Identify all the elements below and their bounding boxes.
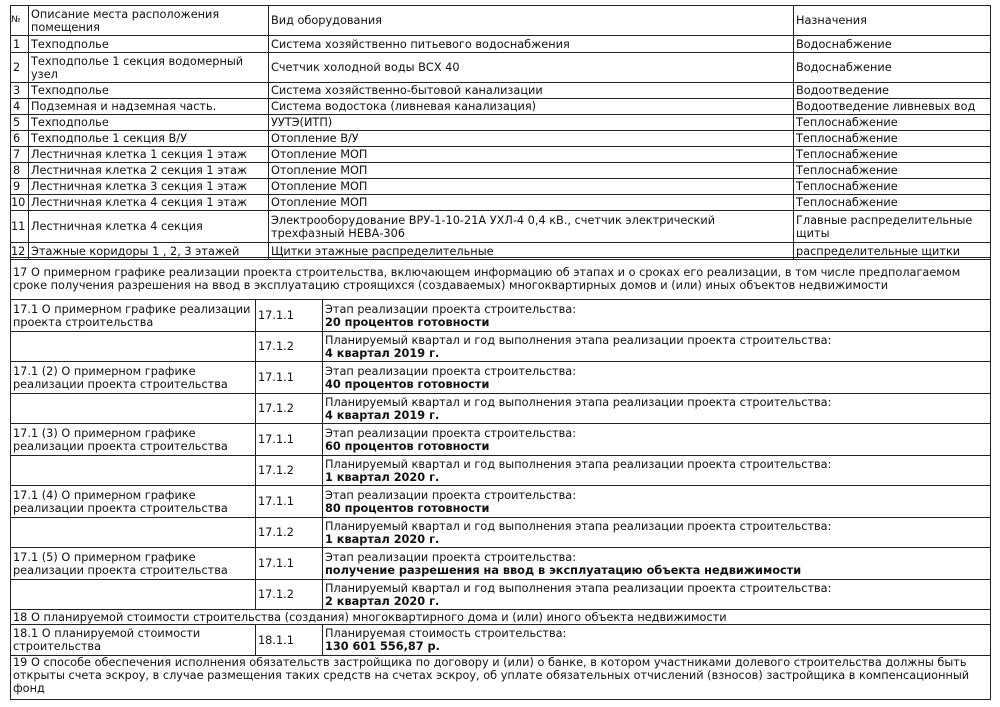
term-label: Планируемый квартал и год выполнения этапа реализации проекта строительства: bbox=[325, 395, 832, 409]
row-equipment: Система хозяйственно питьевого водоснабжения bbox=[269, 36, 794, 53]
stage-group-label: 17.1 (4) О примерном графике реализации проекта строительства bbox=[11, 486, 256, 518]
empty-cell bbox=[11, 580, 256, 610]
empty-cell bbox=[11, 394, 256, 424]
stage-cell bbox=[323, 486, 991, 518]
table-row bbox=[11, 53, 991, 83]
row-place: Техподполье 1 секция В/У bbox=[29, 131, 269, 147]
row-equipment: Отопление МОП bbox=[269, 147, 794, 163]
term-cell bbox=[323, 394, 991, 424]
row-place: Лестничная клетка 4 секция 1 этаж bbox=[29, 195, 269, 211]
row-number: 5 bbox=[11, 115, 29, 131]
term-label: Планируемый квартал и год выполнения этапа реализации проекта строительства: bbox=[325, 457, 832, 471]
stage-group-label: 17.1 (2) О примерном графике реализации проекта строительства bbox=[11, 362, 256, 394]
stage-row bbox=[11, 548, 991, 580]
row-number: 10 bbox=[11, 195, 29, 211]
term-value: 1 квартал 2020 г. bbox=[325, 532, 440, 546]
term-code: 17.1.2 bbox=[256, 580, 323, 610]
row-equipment: Отопление МОП bbox=[269, 179, 794, 195]
row-purpose: Водоснабжение bbox=[794, 36, 991, 53]
term-row bbox=[11, 394, 991, 424]
row-purpose: Водоотведение ливневых вод bbox=[794, 99, 991, 115]
empty-cell bbox=[11, 456, 256, 486]
stage-label: Этап реализации проекта строительства: bbox=[325, 550, 577, 564]
term-cell bbox=[323, 332, 991, 362]
row-purpose: Главные распределительные щиты bbox=[794, 211, 991, 243]
table-row bbox=[11, 115, 991, 131]
section-17-title: 17 О примерном графике реализации проекта строительства, включающем информацию об этапах и о сроках его реализации, в том числе предполагаемом сроке получения разрешения на ввод в эксплуатацию строящихся (создаваемых) многоквартирных домов и (или) иных объектов недвижимости bbox=[11, 258, 991, 300]
row-purpose: Теплоснабжение bbox=[794, 179, 991, 195]
row-number: 1 bbox=[11, 36, 29, 53]
row-equipment: Электрооборудование ВРУ-1-10-21А УХЛ-4 0,4 кВ., счетчик электрический трехфазный НЕВА-306 bbox=[269, 211, 794, 243]
table-row bbox=[11, 131, 991, 147]
section-19-title: 19 О способе обеспечения исполнения обязательств застройщика по договору и (или) о банке, в котором участниками долевого строительства должны быть открыты счета эскроу, в случае размещения таких средств на счетах эскроу, об уплате обязательных отчислений (взносов) застройщика в компенсационный фонд bbox=[11, 656, 991, 700]
stage-cell bbox=[323, 548, 991, 580]
stage-cell bbox=[323, 362, 991, 394]
row-equipment: Отопление МОП bbox=[269, 163, 794, 179]
term-label: Планируемый квартал и год выполнения этапа реализации проекта строительства: bbox=[325, 581, 832, 595]
row-purpose: Теплоснабжение bbox=[794, 163, 991, 179]
stage-value: 80 процентов готовности bbox=[325, 501, 490, 515]
stage-row bbox=[11, 424, 991, 456]
row-place: Техподполье bbox=[29, 36, 269, 53]
term-value: 2 квартал 2020 г. bbox=[325, 594, 440, 608]
section-17-row bbox=[11, 258, 991, 300]
table-row bbox=[11, 83, 991, 99]
term-label: Планируемый квартал и год выполнения этапа реализации проекта строительства: bbox=[325, 333, 832, 347]
row-purpose: Теплоснабжение bbox=[794, 115, 991, 131]
row-purpose: распределительные щитки bbox=[794, 243, 991, 260]
row-place: Этажные коридоры 1 , 2, 3 этажей bbox=[29, 243, 269, 260]
stage-code: 17.1.1 bbox=[256, 300, 323, 332]
row-number: 2 bbox=[11, 53, 29, 83]
row-number: 7 bbox=[11, 147, 29, 163]
table-row bbox=[11, 179, 991, 195]
stage-label: Этап реализации проекта строительства: bbox=[325, 364, 577, 378]
stage-code: 17.1.1 bbox=[256, 424, 323, 456]
row-place: Лестничная клетка 3 секция 1 этаж bbox=[29, 179, 269, 195]
term-row bbox=[11, 332, 991, 362]
row-equipment: Система хозяйственно-бытовой канализации bbox=[269, 83, 794, 99]
project-info-table bbox=[10, 257, 991, 700]
row-place: Подземная и надземная часть. bbox=[29, 99, 269, 115]
stage-row bbox=[11, 300, 991, 332]
cost-value: 130 601 556,87 р. bbox=[325, 640, 440, 653]
row-number: 6 bbox=[11, 131, 29, 147]
table-row bbox=[11, 195, 991, 211]
row-number: 4 bbox=[11, 99, 29, 115]
stage-value: 20 процентов готовности bbox=[325, 315, 490, 329]
row-purpose: Водоотведение bbox=[794, 83, 991, 99]
term-value: 1 квартал 2020 г. bbox=[325, 470, 440, 484]
header-number: № bbox=[11, 6, 29, 36]
row-purpose: Водоснабжение bbox=[794, 53, 991, 83]
row-number: 3 bbox=[11, 83, 29, 99]
stage-label: Этап реализации проекта строительства: bbox=[325, 426, 577, 440]
row-purpose: Теплоснабжение bbox=[794, 131, 991, 147]
row-equipment: УУТЭ(ИТП) bbox=[269, 115, 794, 131]
term-code: 17.1.2 bbox=[256, 394, 323, 424]
term-value: 4 квартал 2019 г. bbox=[325, 346, 440, 360]
row-equipment: Система водостока (ливневая канализация) bbox=[269, 99, 794, 115]
cost-group-label: 18.1 О планируемой стоимости строительства bbox=[11, 625, 256, 656]
stage-row bbox=[11, 486, 991, 518]
row-place: Лестничная клетка 2 секция 1 этаж bbox=[29, 163, 269, 179]
row-equipment: Счетчик холодной воды ВСХ 40 bbox=[269, 53, 794, 83]
section-19-row bbox=[11, 656, 991, 700]
row-number: 11 bbox=[11, 211, 29, 243]
term-code: 17.1.2 bbox=[256, 518, 323, 548]
row-purpose: Теплоснабжение bbox=[794, 195, 991, 211]
stage-code: 17.1.1 bbox=[256, 548, 323, 580]
stage-label: Этап реализации проекта строительства: bbox=[325, 302, 577, 316]
stage-label: Этап реализации проекта строительства: bbox=[325, 488, 577, 502]
stage-row bbox=[11, 362, 991, 394]
row-equipment: Щитки этажные распределительные bbox=[269, 243, 794, 260]
term-code: 17.1.2 bbox=[256, 332, 323, 362]
term-label: Планируемый квартал и год выполнения этапа реализации проекта строительства: bbox=[325, 519, 832, 533]
term-code: 17.1.2 bbox=[256, 456, 323, 486]
row-purpose: Теплоснабжение bbox=[794, 147, 991, 163]
term-cell bbox=[323, 456, 991, 486]
table-row bbox=[11, 211, 991, 243]
stage-code: 17.1.1 bbox=[256, 362, 323, 394]
section-18-row bbox=[11, 610, 991, 625]
row-number: 12 bbox=[11, 243, 29, 260]
row-equipment: Отопление В/У bbox=[269, 131, 794, 147]
stage-group-label: 17.1 (3) О примерном графике реализации проекта строительства bbox=[11, 424, 256, 456]
empty-cell bbox=[11, 332, 256, 362]
stage-cell bbox=[323, 300, 991, 332]
header-place: Описание места расположения помещения bbox=[29, 6, 269, 36]
stage-code: 17.1.1 bbox=[256, 486, 323, 518]
header-equipment: Вид оборудования bbox=[269, 6, 794, 36]
row-place: Техподполье 1 секция водомерный узел bbox=[29, 53, 269, 83]
term-row bbox=[11, 518, 991, 548]
stage-group-label: 17.1 О примерном графике реализации проекта строительства bbox=[11, 300, 256, 332]
stage-value: 40 процентов готовности bbox=[325, 377, 490, 391]
table-row bbox=[11, 147, 991, 163]
term-cell bbox=[323, 518, 991, 548]
row-place: Лестничная клетка 4 секция bbox=[29, 211, 269, 243]
term-cell bbox=[323, 580, 991, 610]
empty-cell bbox=[11, 518, 256, 548]
cost-cell bbox=[323, 625, 991, 656]
cost-code: 18.1.1 bbox=[256, 625, 323, 656]
row-place: Техподполье bbox=[29, 83, 269, 99]
cost-row bbox=[11, 625, 991, 656]
section-18-title: 18 О планируемой стоимости строительства (создания) многоквартирного дома и (или) иного объекта недвижимости bbox=[11, 610, 991, 625]
stage-value: 60 процентов готовности bbox=[325, 439, 490, 453]
equipment-table bbox=[10, 5, 991, 260]
row-place: Лестничная клетка 1 секция 1 этаж bbox=[29, 147, 269, 163]
stage-value: получение разрешения на ввод в эксплуатацию объекта недвижимости bbox=[325, 563, 802, 577]
cost-label: Планируемая стоимость строительства: bbox=[325, 627, 567, 640]
term-value: 4 квартал 2019 г. bbox=[325, 408, 440, 422]
row-number: 9 bbox=[11, 179, 29, 195]
stage-group-label: 17.1 (5) О примерном графике реализации проекта строительства bbox=[11, 548, 256, 580]
row-place: Техподполье bbox=[29, 115, 269, 131]
stage-cell bbox=[323, 424, 991, 456]
row-equipment: Отопление МОП bbox=[269, 195, 794, 211]
header-purpose: Назначения bbox=[794, 6, 991, 36]
table-header-row bbox=[11, 6, 991, 36]
term-row bbox=[11, 580, 991, 610]
row-number: 8 bbox=[11, 163, 29, 179]
table-row bbox=[11, 163, 991, 179]
table-row bbox=[11, 99, 991, 115]
term-row bbox=[11, 456, 991, 486]
table-row bbox=[11, 36, 991, 53]
